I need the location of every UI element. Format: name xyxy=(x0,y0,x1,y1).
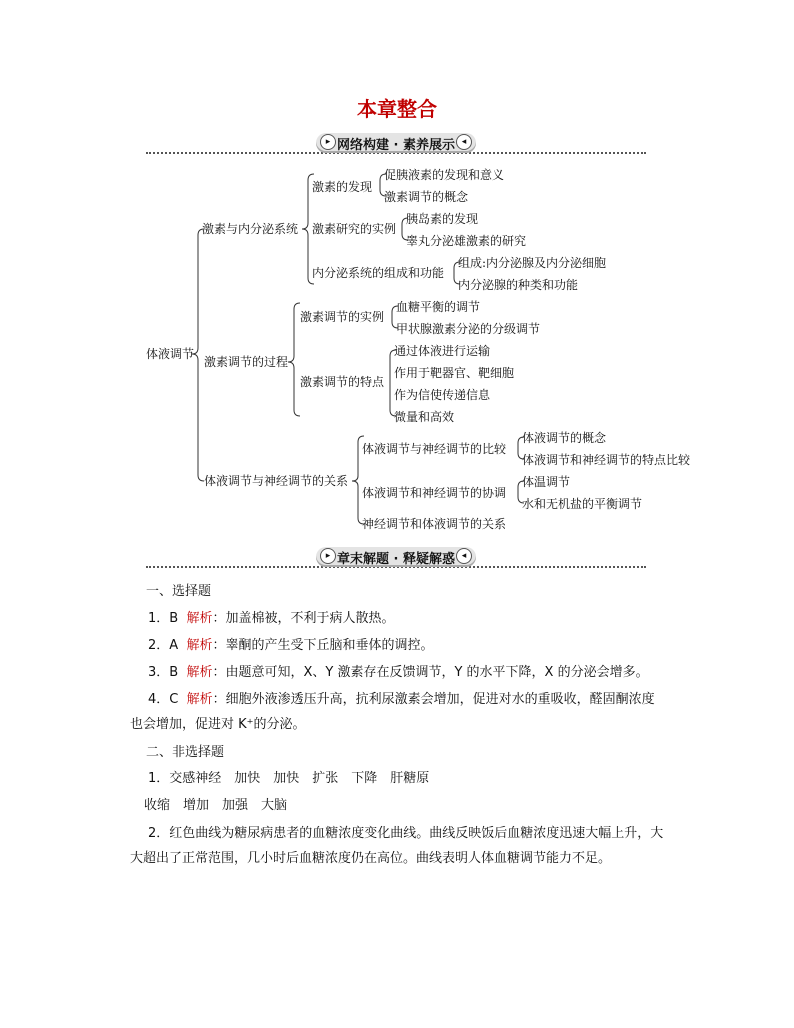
tree-level3-item: 微量和高效 xyxy=(394,410,455,424)
arrow-right-icon: ▸ xyxy=(320,548,336,564)
tree-level1-item: 体液调节与神经调节的关系 xyxy=(204,474,349,488)
tree-level2-item: 激素研究的实例 xyxy=(312,222,397,236)
section-heading: 一、选择题 xyxy=(146,584,212,599)
page-title: 本章整合 xyxy=(357,97,437,121)
banner-text: 章末解题 · 释疑解惑 xyxy=(337,552,455,567)
tree-level3-item: 体温调节 xyxy=(522,475,571,489)
answers-section xyxy=(130,582,666,872)
tree-level2-item: 神经调节和体液调节的关系 xyxy=(362,517,507,531)
analysis-label: 解析 xyxy=(186,611,213,626)
arrow-left-icon: ◂ xyxy=(456,134,472,150)
analysis-text: ：细胞外液渗透压升高，抗利尿激素会增加，促进对水的重吸收，醛固酮浓度 xyxy=(212,692,655,707)
section-banner-answers xyxy=(146,547,646,571)
tree-level3-item: 作为信使传递信息 xyxy=(394,388,491,402)
answer-item xyxy=(148,690,655,710)
tree-level2-item: 体液调节与神经调节的比较 xyxy=(362,442,507,456)
banner-plate xyxy=(316,547,476,567)
answer-item: 1．交感神经 加快 加快 扩张 下降 肝糖原 xyxy=(148,771,430,786)
analysis-text-continued: 也会增加，促进对 K⁺的分泌。 xyxy=(130,717,306,732)
tree-level3-item: 促胰液素的发现和意义 xyxy=(384,168,505,182)
arrow-right-icon: ▸ xyxy=(320,134,336,150)
answer-item-continued: 收缩 增加 加强 大脑 xyxy=(144,798,288,813)
arrow-left-icon: ◂ xyxy=(456,548,472,564)
tree-level2-item: 内分泌系统的组成和功能 xyxy=(312,266,445,280)
tree-level1-item: 激素调节的过程 xyxy=(204,355,289,369)
section-heading: 二、非选择题 xyxy=(146,745,225,760)
tree-level1-item: 激素与内分泌系统 xyxy=(202,222,299,236)
analysis-text: ：加盖棉被，不利于病人散热。 xyxy=(212,611,395,626)
tree-level2-item: 体液调节和神经调节的协调 xyxy=(362,486,507,500)
answer-number: 1．B xyxy=(148,611,179,626)
tree-level3-item: 体液调节和神经调节的特点比较 xyxy=(522,453,691,467)
tree-level3-item: 睾丸分泌雄激素的研究 xyxy=(406,234,527,248)
analysis-label: 解析 xyxy=(186,692,213,707)
answer-number: 4．C xyxy=(148,692,179,707)
analysis-label: 解析 xyxy=(186,665,213,680)
tree-level3-item: 通过体液进行运输 xyxy=(394,344,491,358)
tree-level3-item: 水和无机盐的平衡调节 xyxy=(522,497,643,511)
tree-level3-item: 甲状腺激素分泌的分级调节 xyxy=(396,322,541,336)
answer-item-continued: 大超出了正常范围，几小时后血糖浓度仍在高位。曲线表明人体血糖调节能力不足。 xyxy=(130,851,612,866)
banner-text: 网络构建 · 素养展示 xyxy=(337,138,455,153)
tree-level3-item: 血糖平衡的调节 xyxy=(396,300,481,314)
answer-item: 2．红色曲线为糖尿病患者的血糖浓度变化曲线。曲线反映饭后血糖浓度迅速大幅上升，大 xyxy=(148,826,664,841)
answer-item xyxy=(148,636,433,656)
analysis-text: ：睾酮的产生受下丘脑和垂体的调控。 xyxy=(212,638,434,653)
tree-level2-item: 激素调节的实例 xyxy=(300,310,385,324)
tree-root: 体液调节 xyxy=(146,347,195,361)
tree-level3-item: 体液调节的概念 xyxy=(522,431,607,445)
analysis-text: ：由题意可知，X、Y 激素存在反馈调节，Y 的水平下降，X 的分泌会增多。 xyxy=(212,665,649,680)
answer-item xyxy=(148,663,649,683)
answer-item xyxy=(148,609,395,629)
tree-level3-item: 组成:内分泌腺及内分泌细胞 xyxy=(458,256,607,270)
answer-number: 2．A xyxy=(148,638,179,653)
answer-number: 3．B xyxy=(148,665,179,680)
tree-level3-item: 内分泌腺的种类和功能 xyxy=(458,278,579,292)
tree-level3-item: 激素调节的概念 xyxy=(384,190,469,204)
tree-level3-item: 作用于靶器官、靶细胞 xyxy=(394,366,515,380)
tree-level2-item: 激素的发现 xyxy=(312,180,373,194)
tree-level2-item: 激素调节的特点 xyxy=(300,375,385,389)
tree-level3-item: 胰岛素的发现 xyxy=(406,212,479,226)
analysis-label: 解析 xyxy=(186,638,213,653)
